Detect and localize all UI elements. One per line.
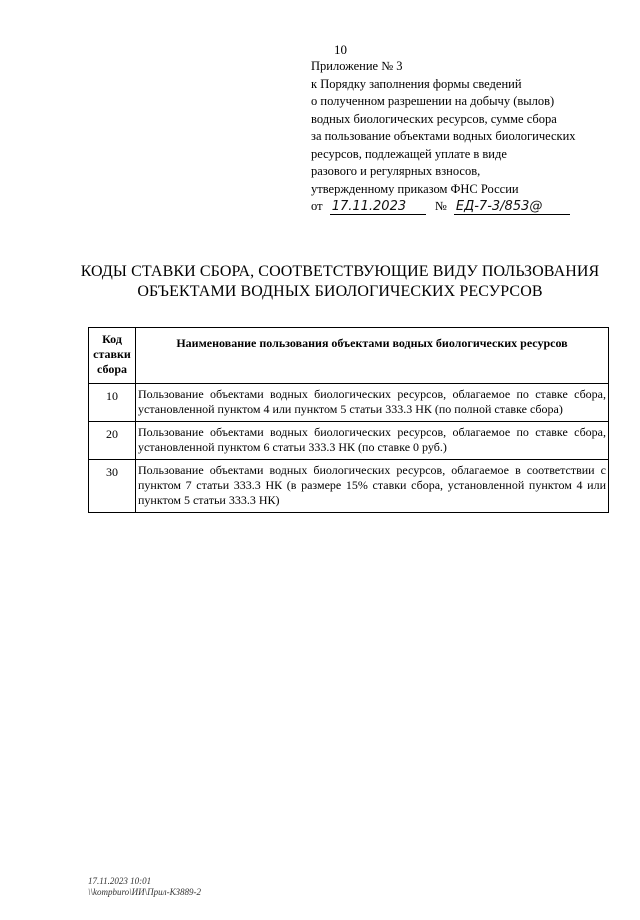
rate-codes-table [88, 327, 609, 513]
description-cell: Пользование объектами водных биологических ресурсов, облагаемое по ставке сбора, установленной пунктом 4 или пунктом 5 статьи 333.3 НК (по полной ставке сбора) [136, 384, 609, 422]
table-header-row [89, 328, 609, 384]
number-label: № [434, 199, 447, 213]
title-line: КОДЫ СТАВКИ СБОРА, СООТВЕТСТВУЮЩИЕ ВИДУ ПОЛЬЗОВАНИЯ [80, 263, 600, 280]
description-cell: Пользование объектами водных биологических ресурсов, облагаемое в соответствии с пунктом 7 статьи 333.3 НК (в размере 15% ставки сбора, установленной пунктом 4 или пунктом 5 статьи 333.3 НК) [136, 460, 609, 513]
rate-code-cell: 20 [89, 422, 136, 460]
header-text: сбора [97, 362, 127, 376]
appendix-line: о полученном разрешении на добычу (вылов) [311, 94, 555, 108]
table-row [89, 460, 609, 513]
header-text: Код [102, 332, 122, 346]
header-text: ставки [93, 347, 131, 361]
footer-timestamp: 17.11.2023 10:01 [88, 876, 152, 886]
appendix-line: Приложение № 3 [311, 59, 403, 73]
appendix-line: водных биологических ресурсов, сумме сбора [311, 111, 557, 126]
code-column-header [89, 328, 136, 384]
handwritten-date: 17.11.2023 [330, 200, 426, 215]
appendix-line: разового и регулярных взносов, [311, 164, 481, 178]
appendix-line: утвержденному приказом ФНС России [311, 181, 519, 196]
handwritten-order-number: ЕД-7-3/853@ [454, 200, 570, 215]
rate-code-cell: 30 [89, 460, 136, 513]
appendix-line: за пользование объектами водных биологических [311, 129, 576, 143]
footer-file-path: \\kompburo\ИИ\Прил-КЗ889-2 [88, 887, 202, 897]
name-column-header: Наименование пользования объектами водных биологических ресурсов [136, 328, 609, 384]
print-footer [88, 876, 201, 898]
appendix-header [311, 58, 611, 216]
table-row [89, 422, 609, 460]
description-cell: Пользование объектами водных биологических ресурсов, облагаемое по ставке сбора, установленной пунктом 6 статьи 333.3 НК (по ставке 0 руб.) [136, 422, 609, 460]
appendix-line: к Порядку заполнения формы сведений [311, 76, 522, 91]
appendix-line: ресурсов, подлежащей уплате в виде [311, 146, 507, 161]
rate-code-cell: 10 [89, 384, 136, 422]
from-label: от [311, 199, 323, 213]
order-reference-line [311, 198, 611, 216]
title-line: ОБЪЕКТАМИ ВОДНЫХ БИОЛОГИЧЕСКИХ РЕСУРСОВ [137, 283, 543, 300]
table-row [89, 384, 609, 422]
document-title [40, 262, 640, 302]
page-number: 10 [334, 42, 347, 57]
